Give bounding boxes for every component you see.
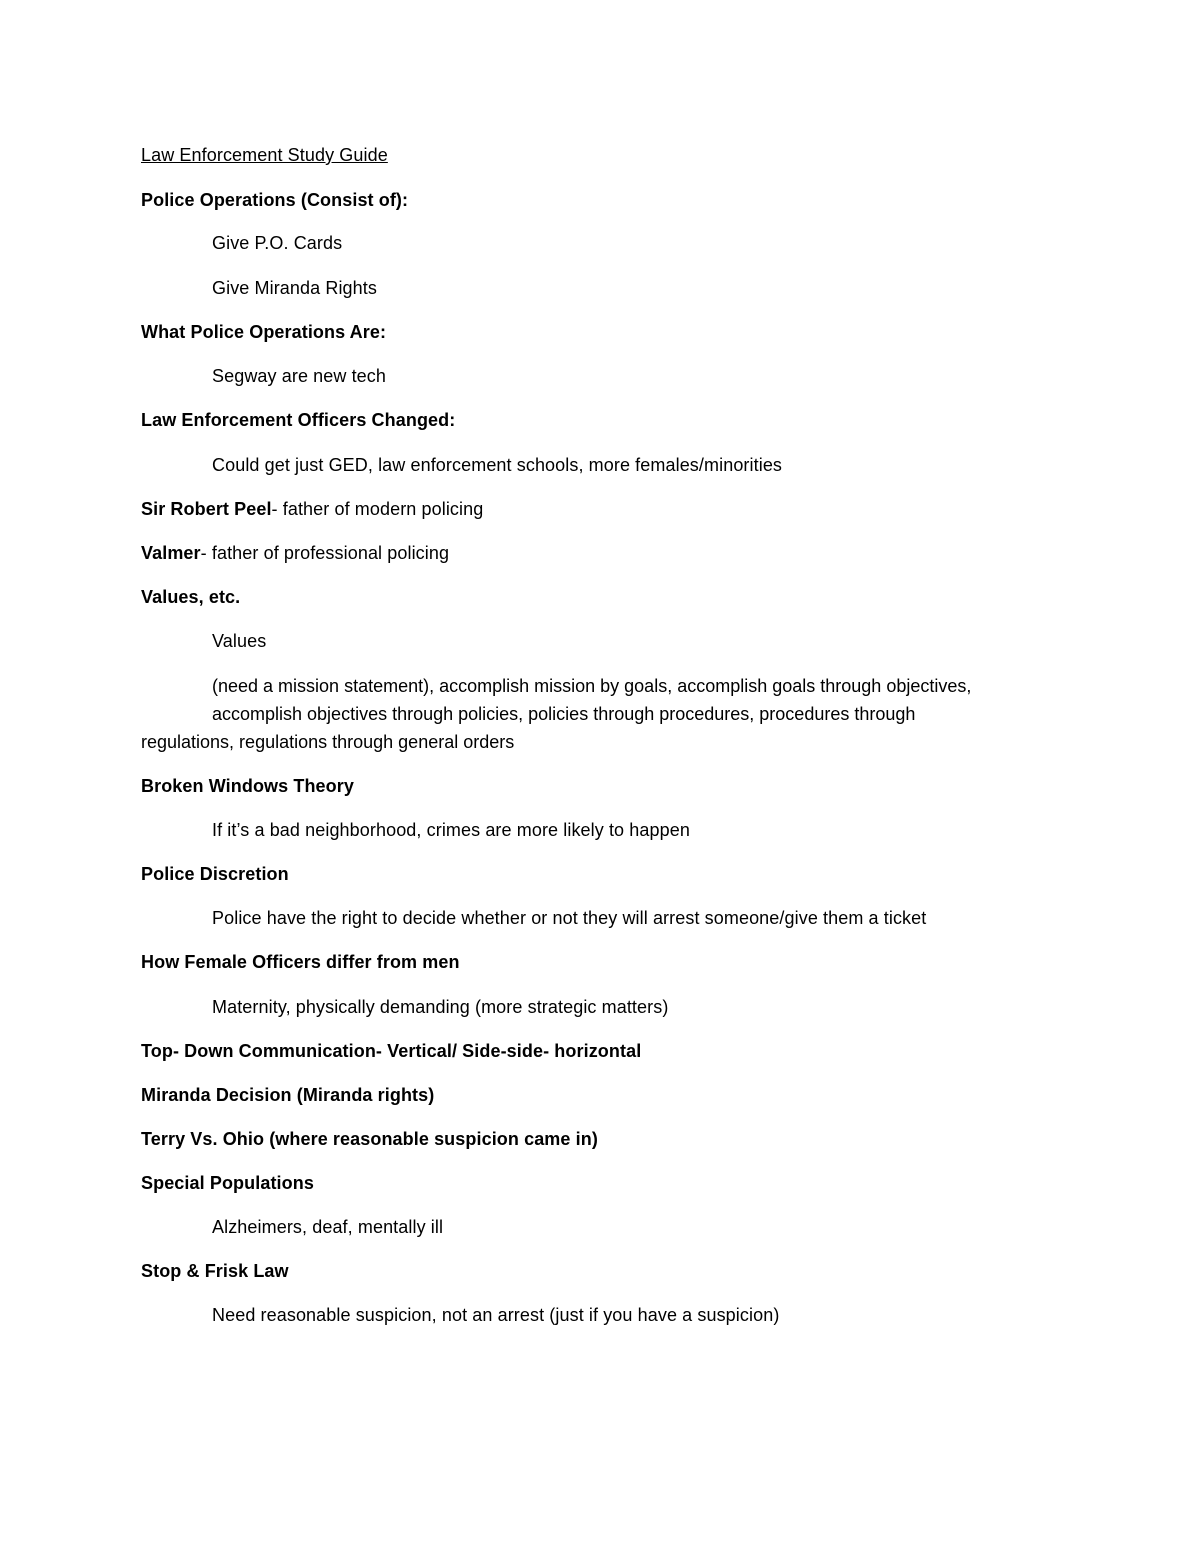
heading-police-discretion: Police Discretion bbox=[141, 864, 289, 884]
term-valmer: Valmer bbox=[141, 543, 201, 563]
heading-miranda-decision: Miranda Decision (Miranda rights) bbox=[141, 1085, 435, 1105]
special-populations-item: Alzheimers, deaf, mentally ill bbox=[212, 1217, 444, 1237]
values-paragraph bbox=[141, 672, 1061, 756]
heading-terry-vs-ohio: Terry Vs. Ohio (where reasonable suspicion came in) bbox=[141, 1129, 598, 1149]
heading-values: Values, etc. bbox=[141, 587, 241, 607]
officers-changed-item: Could get just GED, law enforcement schools, more females/minorities bbox=[212, 455, 783, 475]
police-operations-item: Give P.O. Cards bbox=[212, 233, 343, 253]
heading-special-populations: Special Populations bbox=[141, 1173, 314, 1193]
heading-female-officers: How Female Officers differ from men bbox=[141, 952, 460, 972]
values-item: Values bbox=[212, 631, 267, 651]
definition-robert-peel: - father of modern policing bbox=[271, 499, 484, 519]
broken-windows-item: If it’s a bad neighborhood, crimes are more likely to happen bbox=[212, 820, 690, 840]
entry-robert-peel bbox=[141, 495, 483, 523]
values-paragraph-line: accomplish objectives through policies, policies through procedures, procedures through bbox=[212, 704, 916, 724]
heading-stop-and-frisk: Stop & Frisk Law bbox=[141, 1261, 289, 1281]
what-police-operations-item: Segway are new tech bbox=[212, 366, 386, 386]
heading-communication: Top- Down Communication- Vertical/ Side-side- horizontal bbox=[141, 1041, 642, 1061]
values-paragraph-line: (need a mission statement), accomplish mission by goals, accomplish goals through objectives, bbox=[212, 676, 972, 696]
female-officers-item: Maternity, physically demanding (more strategic matters) bbox=[212, 997, 669, 1017]
stop-and-frisk-item: Need reasonable suspicion, not an arrest (just if you have a suspicion) bbox=[212, 1305, 780, 1325]
heading-officers-changed: Law Enforcement Officers Changed: bbox=[141, 410, 456, 430]
police-operations-item: Give Miranda Rights bbox=[212, 278, 377, 298]
document-title: Law Enforcement Study Guide bbox=[141, 145, 388, 165]
heading-broken-windows: Broken Windows Theory bbox=[141, 776, 354, 796]
heading-what-police-operations: What Police Operations Are: bbox=[141, 322, 387, 342]
heading-police-operations: Police Operations (Consist of): bbox=[141, 190, 409, 210]
term-robert-peel: Sir Robert Peel bbox=[141, 499, 272, 519]
definition-valmer: - father of professional policing bbox=[200, 543, 450, 563]
police-discretion-item: Police have the right to decide whether or not they will arrest someone/give them a ticket bbox=[212, 908, 927, 928]
entry-valmer bbox=[141, 539, 449, 567]
values-paragraph-line: regulations, regulations through general orders bbox=[141, 732, 515, 752]
